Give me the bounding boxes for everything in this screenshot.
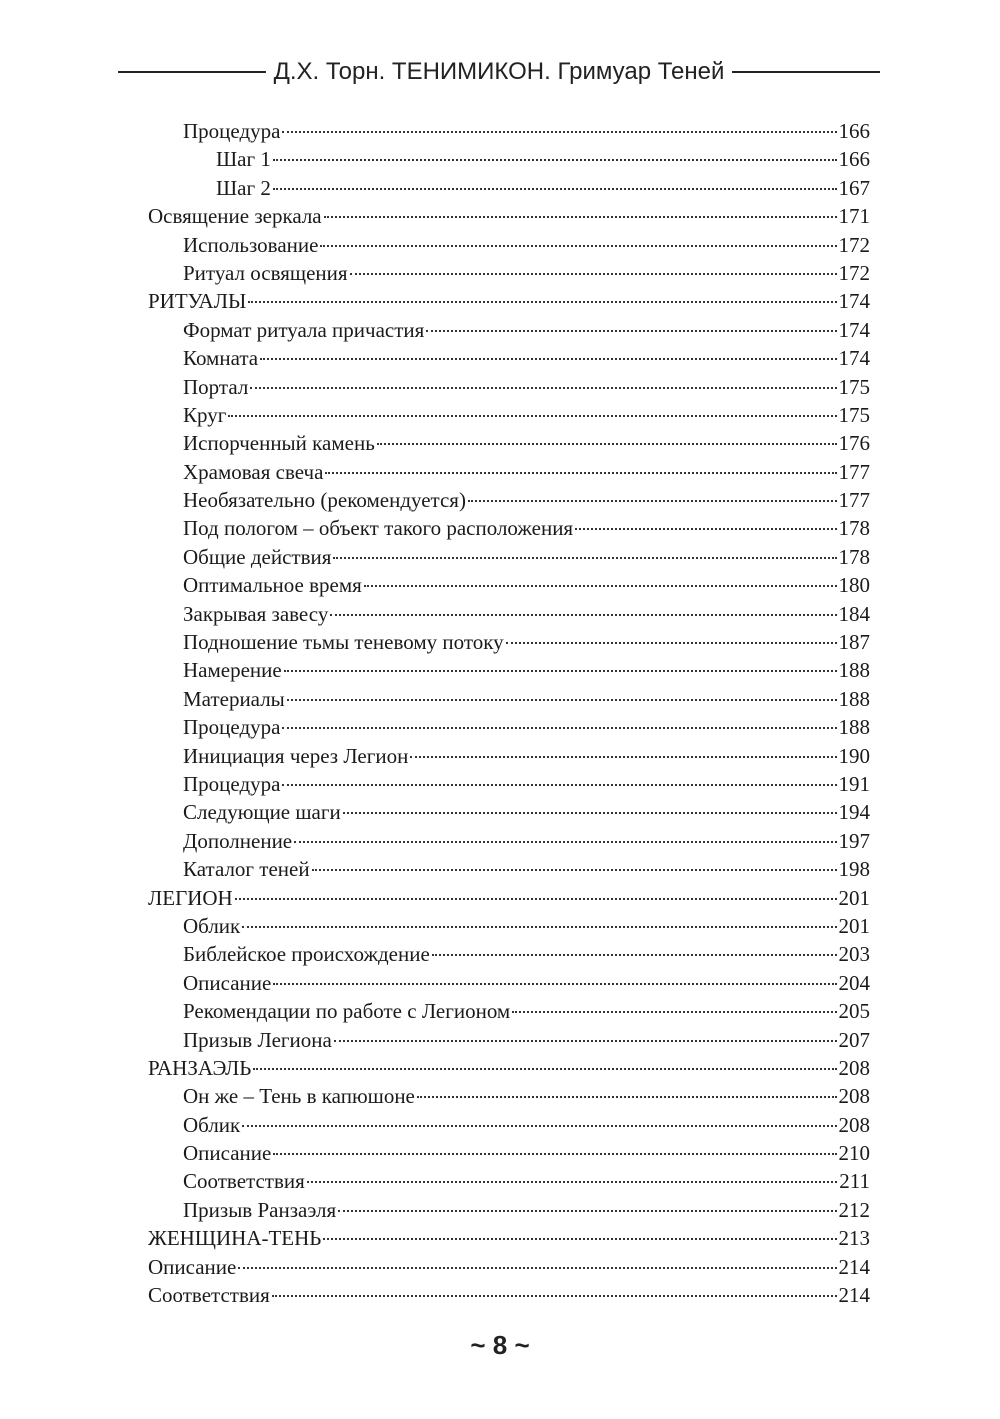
toc-entry-title: Под пологом – объект такого расположения (183, 516, 574, 541)
toc-entry-page: 203 (838, 942, 870, 967)
toc-entry-title: Портал (183, 374, 249, 399)
toc-entry-title: Испорченный камень (183, 431, 375, 456)
toc-entry (148, 770, 870, 798)
toc-entry-page: 188 (838, 658, 870, 683)
toc-entry-title: Призыв Легиона (183, 1027, 332, 1052)
toc-entry-title: Каталог теней (183, 857, 310, 882)
toc-entry-page: 213 (838, 1226, 870, 1251)
dot-leader (260, 358, 836, 360)
toc-entry-page: 166 (838, 119, 870, 143)
toc-entry-page: 198 (838, 857, 870, 882)
toc-entry (148, 855, 870, 883)
toc-entry-page: 172 (838, 232, 870, 257)
toc-entry-page: 197 (838, 828, 870, 853)
dot-leader (312, 869, 837, 871)
toc-entry-title: Круг (183, 402, 227, 427)
toc-entry (148, 1054, 870, 1082)
toc-entry-title: Облик (183, 913, 241, 938)
toc-entry (148, 685, 870, 713)
toc-entry (148, 202, 870, 230)
toc-entry-page: 180 (838, 573, 870, 598)
toc-entry-title: Подношение тьмы теневому потоку (183, 630, 504, 655)
dot-leader (432, 954, 837, 956)
toc-entry-title: Облик (183, 1112, 241, 1137)
toc-entry-page: 174 (838, 346, 870, 371)
dot-leader (575, 528, 836, 530)
toc-entry (148, 287, 870, 315)
toc-entry-page: 184 (838, 601, 870, 626)
dot-leader (273, 983, 836, 985)
toc-entry-title: Процедура (183, 771, 281, 796)
toc-entry-title: Оптимальное время (183, 573, 362, 598)
toc-entry-page: 167 (838, 175, 870, 200)
toc-entry (148, 884, 870, 912)
dot-leader (364, 585, 837, 587)
toc-entry-page: 177 (838, 488, 870, 513)
toc-entry (148, 969, 870, 997)
toc-entry (148, 1253, 870, 1281)
toc-entry (148, 571, 870, 599)
toc-entry (148, 344, 870, 372)
toc-entry-title: Рекомендации по работе с Легионом (183, 999, 511, 1024)
toc-entry-page: 211 (839, 1169, 870, 1194)
toc-entry-page: 187 (838, 630, 870, 655)
page-number: ~ 8 ~ (470, 1330, 530, 1360)
dot-leader (272, 1295, 837, 1297)
toc-entry (148, 798, 870, 826)
toc-entry-title: Инициация через Легион (183, 743, 409, 768)
toc-entry-page: 201 (838, 913, 870, 938)
toc-entry-page: 174 (838, 289, 870, 314)
toc-entry (148, 1139, 870, 1167)
dot-leader (307, 1181, 838, 1183)
dot-leader (273, 1153, 836, 1155)
toc-entry-title: Шаг 2 (216, 175, 271, 200)
dot-leader (410, 756, 836, 758)
toc-entry-title: РИТУАЛЫ (148, 289, 247, 314)
header-title: Д.Х. Торн. ТЕНИМИКОН. Гримуар Теней (273, 58, 725, 85)
toc-entry (148, 231, 870, 259)
toc-entry-page: 205 (838, 999, 870, 1024)
toc-entry-title: РАНЗАЭЛЬ (148, 1055, 252, 1080)
toc-entry-title: Описание (183, 970, 272, 995)
toc-entry (148, 401, 870, 429)
dot-leader (325, 472, 836, 474)
header-rule-left (118, 71, 266, 73)
toc-entry-title: Шаг 1 (216, 147, 271, 172)
toc-entry-title: Призыв Ранзаэля (183, 1197, 337, 1222)
toc-entry (148, 1111, 870, 1139)
toc-entry-title: Закрывая завесу (183, 601, 329, 626)
toc-entry-title: Процедура (183, 715, 281, 740)
toc-entry (148, 486, 870, 514)
toc-entry (148, 742, 870, 770)
dot-leader (284, 670, 837, 672)
toc-entry (148, 628, 870, 656)
dot-leader (250, 387, 836, 389)
toc-entry-page: 177 (838, 459, 870, 484)
toc-entry (148, 1196, 870, 1224)
toc-entry-page: 175 (838, 402, 870, 427)
toc-entry (148, 827, 870, 855)
toc-entry-title: Намерение (183, 658, 282, 683)
toc-entry-title: Храмовая свеча (183, 459, 324, 484)
dot-leader (320, 245, 836, 247)
toc-entry (148, 458, 870, 486)
toc-entry-page: 175 (838, 374, 870, 399)
dot-leader (294, 841, 836, 843)
dot-leader (338, 1210, 836, 1212)
toc-entry (148, 1224, 870, 1252)
toc-entry-title: Следующие шаги (183, 800, 341, 825)
toc-entry (148, 259, 870, 287)
toc-entry-title: Он же – Тень в капюшоне (183, 1084, 415, 1109)
toc-entry-title: Освящение зеркала (148, 204, 322, 229)
toc-entry-title: Описание (183, 1141, 272, 1166)
dot-leader (282, 784, 836, 786)
dot-leader (417, 1096, 837, 1098)
dot-leader (228, 415, 836, 417)
header-rule-right (732, 71, 880, 73)
toc-entry-page: 212 (838, 1197, 870, 1222)
toc-entry-page: 174 (838, 317, 870, 342)
toc-entry-page: 208 (838, 1055, 870, 1080)
toc-entry-page: 190 (838, 743, 870, 768)
dot-leader (334, 1040, 837, 1042)
dot-leader (377, 443, 837, 445)
toc-entry-page: 191 (838, 771, 870, 796)
toc-entry (148, 600, 870, 628)
dot-leader (324, 216, 837, 218)
dot-leader (330, 614, 836, 616)
toc-entry-page: 188 (838, 686, 870, 711)
table-of-contents (148, 117, 870, 1309)
toc-entry-page: 201 (838, 885, 870, 910)
toc-entry (148, 997, 870, 1025)
dot-leader (468, 500, 837, 502)
toc-entry-title: Материалы (183, 686, 285, 711)
toc-entry (148, 1281, 870, 1309)
dot-leader (506, 642, 837, 644)
dot-leader (350, 273, 837, 275)
toc-entry (148, 429, 870, 457)
toc-entry (148, 1167, 870, 1195)
toc-entry-title: Комната (183, 346, 259, 371)
toc-entry-title: Использование (183, 232, 319, 257)
toc-entry-title: Описание (148, 1254, 237, 1279)
dot-leader (343, 812, 837, 814)
toc-entry (148, 174, 870, 202)
dot-leader (333, 557, 836, 559)
dot-leader (273, 159, 837, 161)
toc-entry-page: 214 (838, 1254, 870, 1279)
toc-entry-page: 171 (838, 204, 870, 229)
toc-entry-page: 172 (838, 260, 870, 285)
toc-entry-page: 178 (838, 544, 870, 569)
dot-leader (512, 1011, 836, 1013)
dot-leader (273, 188, 837, 190)
dot-leader (253, 1068, 836, 1070)
toc-entry (148, 316, 870, 344)
dot-leader (235, 898, 837, 900)
toc-entry-page: 204 (838, 970, 870, 995)
toc-entry-title: ЖЕНЩИНА-ТЕНЬ (148, 1226, 322, 1251)
toc-entry (148, 1026, 870, 1054)
toc-entry-page: 176 (838, 431, 870, 456)
running-header (118, 52, 880, 92)
toc-entry-title: Необязательно (рекомендуется) (183, 488, 466, 513)
dot-leader (242, 926, 836, 928)
toc-entry-title: Ритуал освящения (183, 260, 348, 285)
toc-entry (148, 713, 870, 741)
toc-entry-title: Общие действия (183, 544, 332, 569)
toc-entry (148, 1082, 870, 1110)
dot-leader (282, 131, 836, 133)
toc-entry-page: 178 (838, 516, 870, 541)
toc-entry (148, 117, 870, 145)
toc-entry-title: Соответствия (183, 1169, 305, 1194)
toc-entry-page: 166 (838, 147, 870, 172)
dot-leader (242, 1125, 836, 1127)
dot-leader (323, 1238, 836, 1240)
toc-entry (148, 145, 870, 173)
toc-entry-title: Формат ритуала причастия (183, 317, 425, 342)
toc-entry (148, 940, 870, 968)
toc-entry-title: Дополнение (183, 828, 293, 853)
toc-entry-page: 188 (838, 715, 870, 740)
dot-leader (282, 727, 836, 729)
dot-leader (287, 699, 837, 701)
toc-entry-page: 194 (838, 800, 870, 825)
toc-entry (148, 543, 870, 571)
toc-entry (148, 912, 870, 940)
toc-entry-title: Соответствия (148, 1283, 270, 1308)
dot-leader (248, 301, 836, 303)
toc-entry (148, 514, 870, 542)
toc-entry-title: Библейское происхождение (183, 942, 430, 967)
dot-leader (238, 1267, 836, 1269)
toc-entry-page: 208 (838, 1112, 870, 1137)
toc-entry (148, 656, 870, 684)
toc-entry-title: ЛЕГИОН (148, 885, 233, 910)
toc-entry-page: 207 (838, 1027, 870, 1052)
toc-entry-page: 210 (838, 1141, 870, 1166)
dot-leader (426, 330, 836, 332)
toc-entry-page: 214 (838, 1283, 870, 1308)
toc-entry-title: Процедура (183, 119, 281, 143)
toc-entry (148, 373, 870, 401)
toc-entry-page: 208 (838, 1084, 870, 1109)
